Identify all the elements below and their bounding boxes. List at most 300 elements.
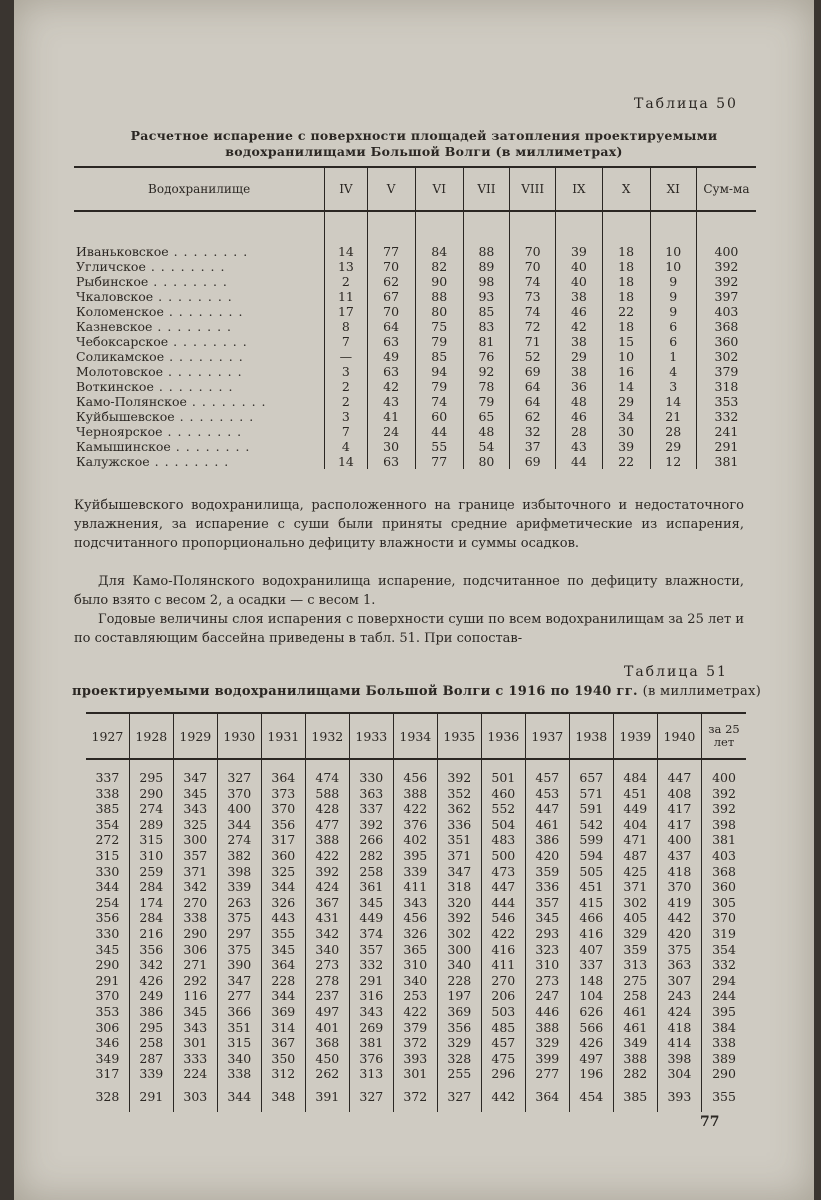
table-cell: 48 bbox=[556, 394, 602, 409]
table-cell: 70 bbox=[510, 244, 556, 259]
table-cell: 77 bbox=[415, 454, 463, 469]
table-cell: 477 bbox=[305, 817, 349, 833]
table-cell: 402 bbox=[393, 832, 437, 848]
table-cell: 352 bbox=[437, 786, 481, 802]
table-cell: 14 bbox=[602, 379, 650, 394]
table-cell: 90 bbox=[415, 274, 463, 289]
table-cell: 343 bbox=[173, 801, 217, 817]
t50-h-ix: IX bbox=[556, 167, 602, 211]
table-cell: 14 bbox=[650, 394, 696, 409]
table50-row bbox=[74, 364, 756, 379]
table-cell: 60 bbox=[415, 409, 463, 424]
table-cell: 330 bbox=[349, 770, 393, 786]
table-cell: 42 bbox=[556, 319, 602, 334]
table-cell: 546 bbox=[481, 910, 525, 926]
table-cell: 64 bbox=[510, 379, 556, 394]
table-cell: 360 bbox=[702, 879, 747, 895]
table51-row bbox=[86, 848, 746, 864]
table-cell: 289 bbox=[129, 817, 173, 833]
table-cell: 389 bbox=[702, 1051, 747, 1067]
table-cell: 338 bbox=[702, 1035, 747, 1051]
table-cell: 79 bbox=[463, 394, 509, 409]
table-cell: 2 bbox=[325, 394, 367, 409]
table-cell: 340 bbox=[305, 942, 349, 958]
table-cell: 552 bbox=[481, 801, 525, 817]
table-cell: 339 bbox=[217, 879, 261, 895]
table-cell: 416 bbox=[481, 942, 525, 958]
table-cell: 29 bbox=[602, 394, 650, 409]
table-cell: 275 bbox=[613, 973, 657, 989]
table-cell: 307 bbox=[657, 973, 701, 989]
table-cell: 398 bbox=[217, 864, 261, 880]
table-cell: 345 bbox=[173, 1004, 217, 1020]
table-cell: 325 bbox=[173, 817, 217, 833]
table-cell: 243 bbox=[657, 988, 701, 1004]
table-cell: 22 bbox=[602, 454, 650, 469]
table-cell: 364 bbox=[261, 957, 305, 973]
table-cell: 282 bbox=[349, 848, 393, 864]
table-cell: 3 bbox=[325, 364, 367, 379]
table-cell: 295 bbox=[129, 770, 173, 786]
reservoir-name: Черноярское . . . . . . . . bbox=[76, 424, 243, 439]
table-cell: 354 bbox=[702, 942, 747, 958]
table-cell: 347 bbox=[437, 864, 481, 880]
table-cell: 291 bbox=[95, 972, 120, 988]
table51-row bbox=[86, 817, 746, 833]
table-cell: 39 bbox=[602, 439, 650, 454]
table-cell: 420 bbox=[657, 926, 701, 942]
reservoir-name: Куйбышевское . . . . . . . . bbox=[76, 409, 255, 424]
table51-row bbox=[86, 1020, 746, 1036]
table-cell: 392 bbox=[702, 786, 747, 802]
table51-row bbox=[86, 879, 746, 895]
table-cell: 67 bbox=[367, 289, 415, 304]
table-cell: 392 bbox=[349, 817, 393, 833]
table-cell: 418 bbox=[657, 864, 701, 880]
table-cell: 116 bbox=[173, 988, 217, 1004]
table50-title-line2: водохранилищами Большой Волги (в миллиметрах) bbox=[225, 144, 623, 159]
table-cell: 503 bbox=[481, 1004, 525, 1020]
table-cell: 424 bbox=[657, 1004, 701, 1020]
table-cell: 258 bbox=[613, 988, 657, 1004]
total-cell: 344 bbox=[217, 1082, 261, 1112]
table-cell: 566 bbox=[569, 1020, 613, 1036]
table-cell: 353 bbox=[696, 394, 756, 409]
table-cell: 339 bbox=[129, 1066, 173, 1082]
reservoir-name: Чкаловское . . . . . . . . bbox=[76, 289, 233, 304]
table-cell: 237 bbox=[305, 988, 349, 1004]
table-cell: 317 bbox=[261, 832, 305, 848]
table-cell: 63 bbox=[367, 364, 415, 379]
table-cell: 65 bbox=[463, 409, 509, 424]
table51-row bbox=[86, 910, 746, 926]
table-cell: 404 bbox=[613, 817, 657, 833]
table-cell: 457 bbox=[481, 1035, 525, 1051]
table-cell: 34 bbox=[602, 409, 650, 424]
reservoir-name: Молотовское . . . . . . . . bbox=[76, 364, 243, 379]
table-cell: 344 bbox=[261, 988, 305, 1004]
table-cell: 392 bbox=[696, 259, 756, 274]
table-cell: 258 bbox=[349, 864, 393, 880]
t50-h-x: X bbox=[602, 167, 650, 211]
table-cell: 290 bbox=[129, 786, 173, 802]
table-cell: 392 bbox=[696, 274, 756, 289]
table-cell: 18 bbox=[602, 244, 650, 259]
table-cell: 325 bbox=[261, 864, 305, 880]
table-cell: 388 bbox=[393, 786, 437, 802]
reservoir-label: Соликамское bbox=[76, 349, 165, 364]
table-cell: 354 bbox=[95, 816, 120, 832]
year-header: 1932 bbox=[305, 713, 349, 759]
table51-row bbox=[86, 957, 746, 973]
year-header: 1931 bbox=[261, 713, 305, 759]
table-cell: 293 bbox=[525, 926, 569, 942]
table51-row bbox=[86, 1066, 746, 1082]
table-cell: 591 bbox=[569, 801, 613, 817]
table-cell: 379 bbox=[393, 1020, 437, 1036]
table50-row bbox=[74, 394, 756, 409]
table-cell: 368 bbox=[696, 319, 756, 334]
table-cell: 388 bbox=[305, 832, 349, 848]
table51-caption: Таблица 51 bbox=[624, 664, 728, 680]
table-cell: 18 bbox=[602, 274, 650, 289]
table-cell: 473 bbox=[481, 864, 525, 880]
table-cell: 371 bbox=[173, 864, 217, 880]
table-cell: 395 bbox=[393, 848, 437, 864]
table-cell: 83 bbox=[463, 319, 509, 334]
table51-header-row bbox=[86, 713, 746, 759]
table-cell: 347 bbox=[217, 973, 261, 989]
table-cell: 12 bbox=[650, 454, 696, 469]
table-cell: 316 bbox=[349, 988, 393, 1004]
table-cell: 244 bbox=[702, 988, 747, 1004]
table-cell: 313 bbox=[349, 1066, 393, 1082]
table-cell: 345 bbox=[95, 941, 120, 957]
table-cell: 249 bbox=[129, 988, 173, 1004]
year-header: 1935 bbox=[437, 713, 481, 759]
table-cell: 74 bbox=[510, 274, 556, 289]
table-cell: 342 bbox=[129, 957, 173, 973]
paragraph-2: Для Камо-Полянского водохранилища испарение, подсчитанное по дефициту влажности, было взято с весом 2, а осадки — с весом 1. bbox=[74, 574, 744, 608]
table-cell: 345 bbox=[525, 910, 569, 926]
table-cell: 466 bbox=[569, 910, 613, 926]
table-cell: 277 bbox=[525, 1066, 569, 1082]
table-cell: 282 bbox=[613, 1066, 657, 1082]
table-cell: 497 bbox=[305, 1004, 349, 1020]
table-cell: 504 bbox=[481, 817, 525, 833]
table-cell: 384 bbox=[702, 1020, 747, 1036]
page-number: 77 bbox=[700, 1114, 720, 1130]
table-cell: 29 bbox=[556, 349, 602, 364]
table-cell: 69 bbox=[510, 454, 556, 469]
table-cell: 70 bbox=[367, 259, 415, 274]
table51-row bbox=[86, 1035, 746, 1051]
reservoir-name: Иваньковское . . . . . . . . bbox=[76, 244, 249, 259]
table51 bbox=[86, 712, 746, 1112]
table-cell: 369 bbox=[437, 1004, 481, 1020]
table-cell: 329 bbox=[525, 1035, 569, 1051]
table-cell: 74 bbox=[510, 304, 556, 319]
t50-h-v: V bbox=[367, 167, 415, 211]
table-cell: 63 bbox=[367, 454, 415, 469]
table-cell: 451 bbox=[569, 879, 613, 895]
table-cell: 364 bbox=[261, 770, 305, 786]
table50-row bbox=[74, 439, 756, 454]
year-header: 1927 bbox=[86, 713, 129, 759]
table-cell: 340 bbox=[437, 957, 481, 973]
table-cell: 588 bbox=[305, 786, 349, 802]
table-cell: 2 bbox=[325, 274, 367, 289]
table50-row bbox=[74, 409, 756, 424]
table-cell: 77 bbox=[367, 244, 415, 259]
table-cell: 64 bbox=[510, 394, 556, 409]
year-header: 1930 bbox=[217, 713, 261, 759]
table-cell: 376 bbox=[393, 817, 437, 833]
table-cell: 375 bbox=[217, 942, 261, 958]
table-cell: 332 bbox=[702, 957, 747, 973]
table-cell: 349 bbox=[95, 1050, 120, 1066]
table-cell: 400 bbox=[696, 244, 756, 259]
table-cell: 374 bbox=[349, 926, 393, 942]
table-cell: 385 bbox=[95, 801, 120, 817]
table-cell: 599 bbox=[569, 832, 613, 848]
table50-row bbox=[74, 424, 756, 439]
reservoir-label: Рыбинское bbox=[76, 274, 149, 289]
document-page bbox=[14, 0, 814, 1200]
table-cell: 375 bbox=[217, 910, 261, 926]
table-cell: 291 bbox=[696, 439, 756, 454]
table-cell: 403 bbox=[696, 304, 756, 319]
table-cell: 370 bbox=[217, 786, 261, 802]
reservoir-name: Коломенское . . . . . . . . bbox=[76, 304, 244, 319]
table-cell: 1 bbox=[650, 349, 696, 364]
t50-h-reservoir: Водохранилище bbox=[74, 167, 325, 211]
table-cell: 292 bbox=[173, 973, 217, 989]
table-cell: 356 bbox=[261, 817, 305, 833]
table50-row bbox=[74, 304, 756, 319]
table-cell: 258 bbox=[129, 1035, 173, 1051]
table-cell: 361 bbox=[349, 879, 393, 895]
table51-row bbox=[86, 895, 746, 911]
table-cell: 40 bbox=[556, 274, 602, 289]
table-cell: 148 bbox=[569, 973, 613, 989]
table-cell: 15 bbox=[602, 334, 650, 349]
table-cell: 228 bbox=[437, 973, 481, 989]
table-cell: 657 bbox=[569, 770, 613, 786]
table-cell: 424 bbox=[305, 879, 349, 895]
table-cell: 336 bbox=[437, 817, 481, 833]
table-cell: 43 bbox=[556, 439, 602, 454]
year-header: 1936 bbox=[481, 713, 525, 759]
table-cell: 259 bbox=[129, 864, 173, 880]
reservoir-label: Чебоксарское bbox=[76, 334, 169, 349]
table-cell: 40 bbox=[556, 259, 602, 274]
table-cell: 343 bbox=[173, 1020, 217, 1036]
table-cell: 403 bbox=[702, 848, 747, 864]
table-cell: 362 bbox=[437, 801, 481, 817]
table-cell: 449 bbox=[613, 801, 657, 817]
table-cell: 370 bbox=[702, 910, 747, 926]
table-cell: 196 bbox=[569, 1066, 613, 1082]
table-cell: 46 bbox=[556, 304, 602, 319]
table-cell: 247 bbox=[525, 988, 569, 1004]
table-cell: 24 bbox=[367, 424, 415, 439]
table-cell: 37 bbox=[510, 439, 556, 454]
table-cell: 369 bbox=[261, 1004, 305, 1020]
table-cell: 414 bbox=[657, 1035, 701, 1051]
reservoir-label: Калужское bbox=[76, 454, 150, 469]
table-cell: 269 bbox=[349, 1020, 393, 1036]
table-cell: 398 bbox=[702, 817, 747, 833]
reservoir-name: Камо-Полянское . . . . . . . . bbox=[76, 394, 267, 409]
table-cell: 84 bbox=[415, 244, 463, 259]
table-cell: 9 bbox=[650, 289, 696, 304]
table-cell: 89 bbox=[463, 259, 509, 274]
table-cell: 85 bbox=[463, 304, 509, 319]
table-cell: 93 bbox=[463, 289, 509, 304]
table-cell: 104 bbox=[569, 988, 613, 1004]
total-cell: 327 bbox=[349, 1082, 393, 1112]
t50-h-sum: Сум-ма bbox=[696, 167, 756, 211]
table-cell: 290 bbox=[95, 957, 120, 973]
table-cell: 4 bbox=[325, 439, 367, 454]
table-cell: 326 bbox=[393, 926, 437, 942]
reservoir-name: Чебоксарское . . . . . . . . bbox=[76, 334, 248, 349]
table-cell: 367 bbox=[261, 1035, 305, 1051]
table-cell: 345 bbox=[261, 942, 305, 958]
table-cell: 571 bbox=[569, 786, 613, 802]
table-cell: 32 bbox=[510, 424, 556, 439]
year-header: 1940 bbox=[657, 713, 701, 759]
paragraph-1: Куйбышевского водохранилища, расположенного на границе избыточного и недостаточного увлажнения, за испарение с суши были приняты средние арифметические из испарения, подсчитанного пропорционально дефициту влажности и суммы осадков. bbox=[74, 498, 744, 551]
table51-title-text: проектируемыми водохранилищами Большой Волги с 1916 по 1940 гг. bbox=[72, 684, 638, 699]
table51-total-row bbox=[86, 1082, 746, 1112]
table-cell: 356 bbox=[129, 942, 173, 958]
table-cell: 271 bbox=[173, 957, 217, 973]
table-cell: 483 bbox=[481, 832, 525, 848]
table-cell: 94 bbox=[415, 364, 463, 379]
table-cell: 399 bbox=[525, 1051, 569, 1067]
table-cell: 290 bbox=[173, 926, 217, 942]
total-cell: 291 bbox=[129, 1082, 173, 1112]
table-cell: 484 bbox=[613, 770, 657, 786]
table-cell: 347 bbox=[173, 770, 217, 786]
table-cell: 388 bbox=[525, 1020, 569, 1036]
table50-row bbox=[74, 334, 756, 349]
table-cell: 357 bbox=[525, 895, 569, 911]
table-cell: 370 bbox=[261, 801, 305, 817]
table-cell: 343 bbox=[349, 1004, 393, 1020]
total-cell: 391 bbox=[305, 1082, 349, 1112]
table-cell: 38 bbox=[556, 334, 602, 349]
total-cell: 372 bbox=[393, 1082, 437, 1112]
table-cell: 337 bbox=[349, 801, 393, 817]
reservoir-label: Угличское bbox=[76, 259, 146, 274]
table-cell: 461 bbox=[613, 1020, 657, 1036]
table-cell: 392 bbox=[305, 864, 349, 880]
table-cell: 290 bbox=[702, 1066, 747, 1082]
table-cell: 446 bbox=[525, 1004, 569, 1020]
table-cell: 442 bbox=[657, 910, 701, 926]
table-cell: 8 bbox=[325, 319, 367, 334]
table-cell: 62 bbox=[510, 409, 556, 424]
table-cell: 52 bbox=[510, 349, 556, 364]
table-cell: 206 bbox=[481, 988, 525, 1004]
table-cell: 367 bbox=[305, 895, 349, 911]
table-cell: 357 bbox=[349, 942, 393, 958]
table-cell: 79 bbox=[415, 334, 463, 349]
table-cell: 330 bbox=[95, 863, 120, 879]
table-cell: 371 bbox=[437, 848, 481, 864]
table-cell: 339 bbox=[393, 864, 437, 880]
table-cell: 18 bbox=[602, 319, 650, 334]
table-cell: 460 bbox=[481, 786, 525, 802]
table-cell: 2 bbox=[325, 379, 367, 394]
year-header: 1928 bbox=[129, 713, 173, 759]
table-cell: 22 bbox=[602, 304, 650, 319]
table-cell: 302 bbox=[696, 349, 756, 364]
table-cell: 320 bbox=[437, 895, 481, 911]
reservoir-label: Коломенское bbox=[76, 304, 164, 319]
table-cell: 456 bbox=[393, 910, 437, 926]
table-cell: 70 bbox=[510, 259, 556, 274]
table-cell: 82 bbox=[415, 259, 463, 274]
table-cell: 64 bbox=[367, 319, 415, 334]
table-cell: 44 bbox=[415, 424, 463, 439]
table51-title bbox=[72, 684, 761, 699]
table-cell: 388 bbox=[613, 1051, 657, 1067]
table-cell: 85 bbox=[415, 349, 463, 364]
table-cell: 501 bbox=[481, 770, 525, 786]
table-cell: 386 bbox=[129, 1004, 173, 1020]
table-cell: 69 bbox=[510, 364, 556, 379]
table-cell: 386 bbox=[525, 832, 569, 848]
table-cell: 340 bbox=[217, 1051, 261, 1067]
table-cell: 471 bbox=[613, 832, 657, 848]
table51-row bbox=[86, 926, 746, 942]
table-cell: 98 bbox=[463, 274, 509, 289]
table-cell: 21 bbox=[650, 409, 696, 424]
table-cell: 46 bbox=[556, 409, 602, 424]
table-cell: 431 bbox=[305, 910, 349, 926]
table-cell: 55 bbox=[415, 439, 463, 454]
table-cell: 16 bbox=[602, 364, 650, 379]
table50-header-row bbox=[74, 167, 756, 211]
table-cell: 336 bbox=[525, 879, 569, 895]
table-cell: 411 bbox=[393, 879, 437, 895]
table50-row bbox=[74, 349, 756, 364]
table-cell: 368 bbox=[702, 864, 747, 880]
total-cell: 364 bbox=[525, 1082, 569, 1112]
table-cell: 346 bbox=[95, 1035, 120, 1051]
table-cell: 422 bbox=[393, 801, 437, 817]
table-cell: — bbox=[325, 349, 367, 364]
table-cell: 381 bbox=[349, 1035, 393, 1051]
table-cell: 318 bbox=[696, 379, 756, 394]
table-cell: 345 bbox=[349, 895, 393, 911]
table-cell: 444 bbox=[481, 895, 525, 911]
table-cell: 418 bbox=[657, 1020, 701, 1036]
table-cell: 80 bbox=[463, 454, 509, 469]
table50-row bbox=[74, 274, 756, 289]
reservoir-label: Иваньковское bbox=[76, 244, 169, 259]
table-cell: 356 bbox=[437, 1020, 481, 1036]
table-cell: 253 bbox=[393, 988, 437, 1004]
table50-row bbox=[74, 244, 756, 259]
table-cell: 78 bbox=[463, 379, 509, 394]
reservoir-label: Чкаловское bbox=[76, 289, 154, 304]
table-cell: 392 bbox=[702, 801, 747, 817]
